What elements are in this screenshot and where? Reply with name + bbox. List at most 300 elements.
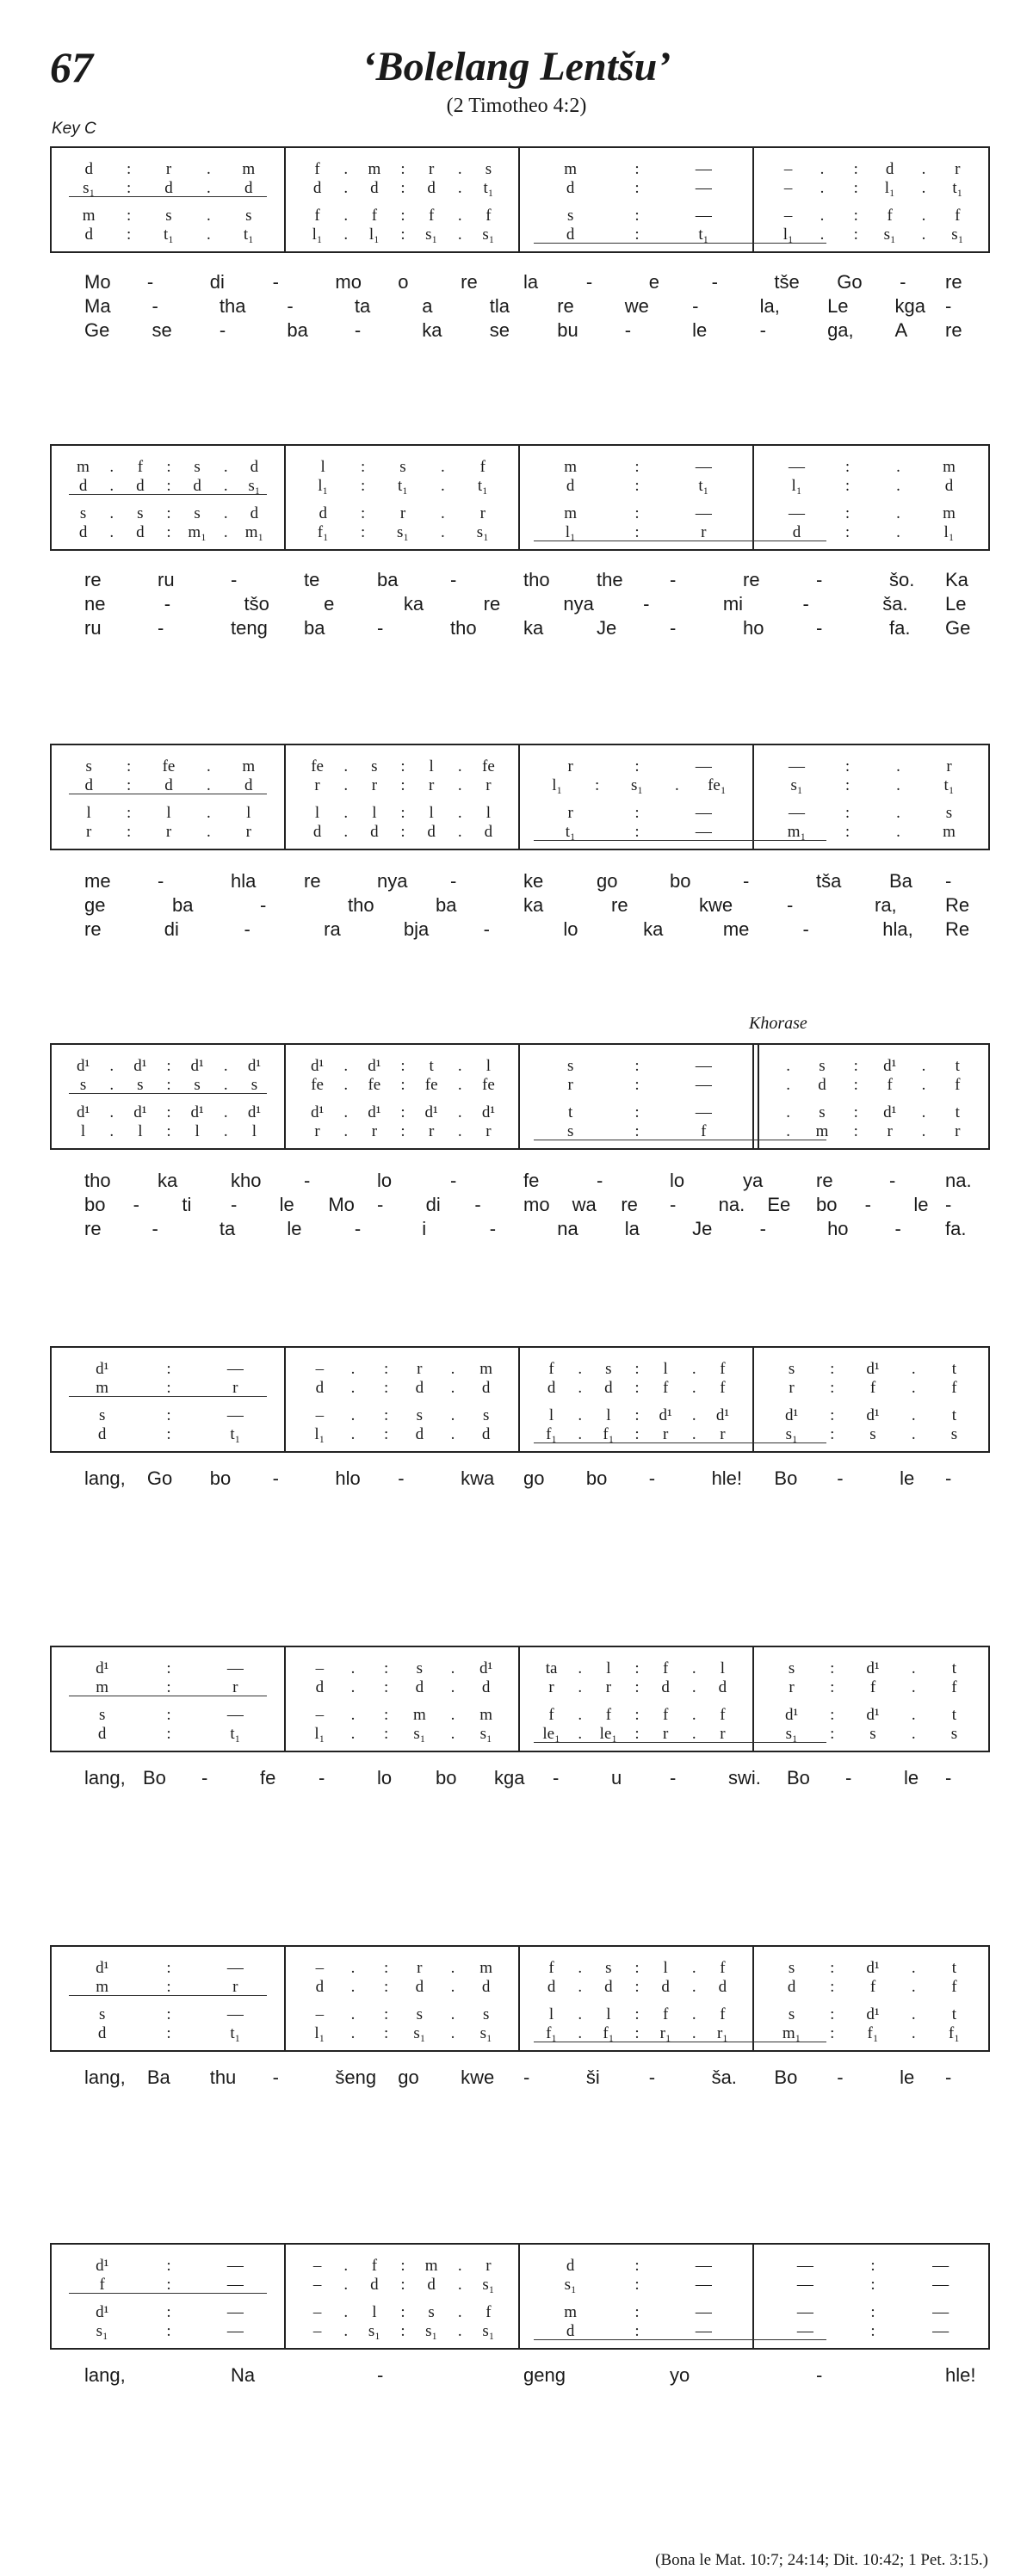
solfa-note: t xyxy=(951,1959,957,1977)
solfa-note: — xyxy=(695,757,712,775)
notation-system xyxy=(50,444,990,551)
solfa-note: r xyxy=(887,1122,893,1140)
solfa-note: : xyxy=(634,1103,640,1121)
solfa-note: . xyxy=(896,776,900,794)
solfa-note: — xyxy=(789,804,805,822)
solfa-note: l₁ xyxy=(782,225,794,244)
solfa-note: d xyxy=(885,160,894,178)
lyric-syllable: - xyxy=(816,569,823,590)
solfa-note: . xyxy=(350,1706,356,1724)
lyric-syllable: Go xyxy=(146,1467,173,1489)
solfa-note: : xyxy=(830,1725,835,1743)
solfa-note: . xyxy=(207,179,211,197)
solfa-note: . xyxy=(921,160,926,178)
voice-part-row xyxy=(52,1959,988,1978)
solfa-note: s xyxy=(485,160,492,178)
voice-part-row xyxy=(52,1057,988,1076)
solfa-note: l xyxy=(429,804,434,822)
solfa-note: . xyxy=(457,160,462,178)
solfa-note: . xyxy=(457,804,462,822)
solfa-note: m₁ xyxy=(782,2024,801,2042)
lyric-syllable: ba xyxy=(287,319,308,341)
solfa-note: d¹ xyxy=(883,1103,897,1121)
lyric-line xyxy=(50,1766,990,1790)
solfa-note: — xyxy=(226,2257,244,2275)
solfa-note: m xyxy=(479,1706,493,1724)
scripture-reference: (2 Timotheo 4:2) xyxy=(446,95,587,117)
solfa-note: — xyxy=(226,1706,244,1724)
solfa-note: d xyxy=(136,477,145,495)
solfa-note: f xyxy=(955,1076,961,1094)
solfa-note: . xyxy=(207,823,211,841)
solfa-note: – xyxy=(783,179,793,197)
solfa-note: m xyxy=(943,504,956,522)
solfa-note: s xyxy=(819,1057,826,1075)
solfa-note: — xyxy=(226,1959,244,1977)
voice-part-row xyxy=(52,2005,988,2024)
voice-part-row xyxy=(52,1706,988,1725)
solfa-note: . xyxy=(578,1360,583,1378)
solfa-note: . xyxy=(691,1678,696,1696)
solfa-note: l xyxy=(195,1122,200,1140)
lyric-syllable: - xyxy=(759,1218,766,1239)
solfa-note: f₁ xyxy=(546,2024,558,2042)
solfa-note: r xyxy=(701,523,707,541)
solfa-note: r xyxy=(428,1122,435,1140)
solfa-note: t₁ xyxy=(952,179,963,197)
solfa-note: : xyxy=(844,804,851,822)
lyric-line xyxy=(50,869,990,893)
voice-part-row xyxy=(52,1103,988,1122)
solfa-note: d¹ xyxy=(76,1103,90,1121)
solfa-note: f xyxy=(720,1360,726,1378)
solfa-note: . xyxy=(896,757,900,775)
solfa-note: : xyxy=(126,207,132,225)
lyric-line xyxy=(50,1193,990,1217)
solfa-note: : xyxy=(400,757,405,775)
lyric-syllable: ba xyxy=(304,617,325,639)
solfa-note: s xyxy=(371,757,378,775)
solfa-note: : xyxy=(830,1425,835,1443)
lyric-syllable: tla xyxy=(489,295,510,317)
solfa-note: . xyxy=(820,207,825,225)
lyric-syllable: re xyxy=(611,894,628,916)
solfa-note: d xyxy=(415,1678,424,1696)
solfa-note: d¹ xyxy=(424,1103,438,1121)
solfa-note: – xyxy=(315,1406,325,1424)
solfa-note: t xyxy=(951,2005,957,2023)
lyric-syllable: - xyxy=(158,870,164,892)
lyric-syllable: - xyxy=(643,593,650,615)
solfa-note: — xyxy=(226,2303,244,2321)
lyric-syllable: - xyxy=(287,295,294,317)
solfa-note: . xyxy=(457,207,462,225)
notation-system xyxy=(50,1043,990,1150)
solfa-note: . xyxy=(207,776,211,794)
solfa-note: . xyxy=(441,504,445,522)
lyric-syllable: Ge xyxy=(945,617,971,639)
solfa-note: s₁ xyxy=(476,523,489,541)
lyric-syllable: nya xyxy=(377,870,408,892)
solfa-note: fe xyxy=(482,757,495,775)
solfa-note: l xyxy=(486,804,492,822)
solfa-note: s xyxy=(566,1057,574,1075)
lyric-syllable: tša xyxy=(816,870,842,892)
lyric-syllable: go xyxy=(597,870,618,892)
lyric-syllable: ka xyxy=(158,1170,178,1191)
solfa-note: m xyxy=(96,1978,109,1996)
solfa-note: f xyxy=(605,1706,612,1724)
solfa-note: s xyxy=(165,207,172,225)
solfa-note: . xyxy=(450,1725,455,1743)
solfa-note: : xyxy=(634,2257,640,2275)
solfa-note: d xyxy=(250,504,259,522)
solfa-note: . xyxy=(350,2005,356,2023)
solfa-note: . xyxy=(343,1076,349,1094)
solfa-note: s xyxy=(950,1425,958,1443)
lyric-syllable: le xyxy=(279,1194,294,1215)
solfa-note: fe₁ xyxy=(708,776,727,794)
solfa-note: d¹ xyxy=(247,1057,262,1075)
solfa-note: f xyxy=(662,1659,669,1677)
solfa-note: l xyxy=(80,1122,86,1140)
solfa-note: — xyxy=(695,804,712,822)
solfa-note: – xyxy=(783,207,793,225)
solfa-note: s xyxy=(788,1360,795,1378)
solfa-note: d xyxy=(604,1978,613,1996)
solfa-note: : xyxy=(126,757,132,775)
solfa-note: : xyxy=(634,225,640,244)
voice-part-row xyxy=(52,2257,988,2276)
solfa-note: d xyxy=(319,504,327,522)
solfa-note: . xyxy=(450,1406,455,1424)
solfa-note: d xyxy=(566,2322,575,2340)
solfa-note: : xyxy=(384,2005,389,2023)
voice-part-row xyxy=(52,477,988,496)
lyric-syllable: re xyxy=(945,319,962,341)
solfa-note: – xyxy=(312,2303,322,2321)
solfa-note: . xyxy=(691,1425,696,1443)
solfa-note: l xyxy=(314,804,320,822)
solfa-note: . xyxy=(457,1122,462,1140)
slur-line xyxy=(69,494,267,495)
solfa-note: l₁ xyxy=(791,477,802,495)
solfa-note: f xyxy=(548,1706,554,1724)
lyric-syllable: Je xyxy=(692,1218,713,1239)
solfa-note: t xyxy=(951,1706,957,1724)
solfa-note: : xyxy=(844,776,851,794)
solfa-note: . xyxy=(457,2322,462,2340)
solfa-note: s xyxy=(605,1360,612,1378)
solfa-note: s xyxy=(416,2005,424,2023)
solfa-note: l xyxy=(372,2303,377,2321)
solfa-note: d¹ xyxy=(479,1659,493,1677)
solfa-note: m xyxy=(564,160,578,178)
solfa-note: . xyxy=(578,1425,583,1443)
lyric-syllable: tho xyxy=(348,894,374,916)
lyric-syllable: ka xyxy=(403,593,424,615)
lyric-syllable: - xyxy=(837,2066,844,2088)
solfa-note: r₁ xyxy=(659,2024,671,2042)
solfa-note: d xyxy=(661,1678,670,1696)
solfa-note: — xyxy=(695,1057,712,1075)
solfa-note: — xyxy=(932,2257,949,2275)
solfa-note: t xyxy=(568,1103,573,1121)
solfa-note: . xyxy=(896,504,900,522)
solfa-note: d¹ xyxy=(96,1360,109,1378)
solfa-note: : xyxy=(126,179,132,197)
lyric-syllable: - xyxy=(837,1467,844,1489)
solfa-note: : xyxy=(634,1959,640,1977)
solfa-note: — xyxy=(695,2303,712,2321)
solfa-note: f₁ xyxy=(603,1425,615,1443)
solfa-note: : xyxy=(634,1678,640,1696)
solfa-note: . xyxy=(343,757,349,775)
solfa-note: . xyxy=(578,1706,583,1724)
solfa-note: : xyxy=(634,160,640,178)
solfa-note: . xyxy=(921,207,926,225)
solfa-note: r xyxy=(567,804,573,822)
lyric-syllable: tho xyxy=(450,617,477,639)
solfa-note: d xyxy=(427,823,436,841)
solfa-note: s xyxy=(137,504,144,522)
lyric-syllable: - xyxy=(816,2364,823,2386)
solfa-note: f xyxy=(720,2005,726,2023)
solfa-note: : xyxy=(870,2276,875,2294)
solfa-note: f xyxy=(662,1379,669,1397)
solfa-note: s xyxy=(194,504,201,522)
lyric-syllable: šo. xyxy=(889,569,915,590)
lyric-syllable: Mo xyxy=(328,1194,355,1215)
solfa-note: f xyxy=(887,1076,893,1094)
solfa-note: s xyxy=(566,207,574,225)
solfa-note: d xyxy=(315,1678,325,1696)
solfa-note: f xyxy=(720,1959,726,1977)
solfa-note: . xyxy=(207,160,211,178)
solfa-note: . xyxy=(343,1103,349,1121)
solfa-note: . xyxy=(343,2303,349,2321)
solfa-note: . xyxy=(457,1103,462,1121)
lyric-syllable: bo xyxy=(670,870,691,892)
solfa-note: . xyxy=(450,2024,455,2042)
lyric-syllable: tšo xyxy=(244,593,269,615)
solfa-note: – xyxy=(312,2276,322,2294)
voice-part-row xyxy=(52,207,988,225)
solfa-note: r xyxy=(567,757,573,775)
solfa-note: d¹ xyxy=(310,1103,325,1121)
slur-line xyxy=(69,1396,267,1397)
solfa-note: . xyxy=(911,2005,916,2023)
solfa-note: s xyxy=(869,1725,876,1743)
lyric-syllable: bo xyxy=(84,1194,106,1215)
lyric-syllable: ša. xyxy=(711,2066,737,2088)
lyric-syllable: - xyxy=(244,918,251,940)
solfa-note: . xyxy=(450,1978,455,1996)
solfa-note: : xyxy=(360,504,366,522)
solfa-note: . xyxy=(450,1360,455,1378)
lyric-syllable: - xyxy=(845,1767,852,1788)
solfa-note: : xyxy=(634,2024,640,2042)
solfa-note: d¹ xyxy=(866,1360,880,1378)
solfa-note: : xyxy=(830,1360,835,1378)
solfa-note: f₁ xyxy=(317,523,329,541)
voice-part-row xyxy=(52,1076,988,1095)
lyric-syllable: - xyxy=(945,1767,952,1788)
slur-line xyxy=(534,840,826,841)
solfa-note: : xyxy=(594,776,600,794)
lyric-syllable: - xyxy=(231,569,238,590)
solfa-note: l xyxy=(166,804,171,822)
solfa-note: d xyxy=(661,1978,670,1996)
lyric-syllable: re xyxy=(84,1218,102,1239)
solfa-note: l xyxy=(251,1122,257,1140)
voice-part-row xyxy=(52,1406,988,1425)
lyric-syllable: swi. xyxy=(728,1767,761,1788)
solfa-note: l₁ xyxy=(565,523,576,541)
solfa-note: . xyxy=(691,2024,696,2042)
key-signature: Key C xyxy=(52,120,96,138)
lyric-syllable: u xyxy=(611,1767,622,1788)
solfa-note: l xyxy=(606,1406,611,1424)
solfa-note: — xyxy=(226,1659,244,1677)
lyric-syllable: - xyxy=(759,319,766,341)
lyric-syllable: Re xyxy=(945,894,970,916)
solfa-note: r xyxy=(86,823,92,841)
lyric-line xyxy=(50,1169,990,1193)
solfa-note: d xyxy=(566,225,575,244)
solfa-note: — xyxy=(789,757,805,775)
solfa-note: . xyxy=(350,1360,356,1378)
solfa-note: d xyxy=(164,179,173,197)
solfa-note: : xyxy=(166,1103,171,1121)
lyric-syllable: mi xyxy=(722,593,744,615)
solfa-note: : xyxy=(166,1122,171,1140)
solfa-note: d xyxy=(250,458,259,476)
lyric-syllable: ya xyxy=(743,1170,764,1191)
solfa-note: . xyxy=(343,1122,349,1140)
solfa-note: : xyxy=(870,2257,875,2275)
notation-system xyxy=(50,146,990,253)
solfa-note: r xyxy=(789,1678,795,1696)
solfa-note: d¹ xyxy=(368,1103,381,1121)
solfa-note: . xyxy=(343,776,349,794)
solfa-note: d xyxy=(312,823,322,841)
lyric-syllable: - xyxy=(152,295,158,317)
solfa-note: . xyxy=(109,523,114,541)
solfa-note: . xyxy=(911,1978,916,1996)
lyric-syllable: la xyxy=(523,271,539,293)
solfa-note: : xyxy=(166,2303,171,2321)
lyric-syllable: te xyxy=(304,569,320,590)
solfa-note: f₁ xyxy=(546,1425,558,1443)
lyric-syllable: - xyxy=(743,870,750,892)
solfa-note: d xyxy=(718,1678,727,1696)
solfa-note: s xyxy=(416,1406,424,1424)
solfa-note: t₁ xyxy=(565,823,576,841)
lyric-line xyxy=(50,318,990,343)
solfa-note: : xyxy=(634,2322,640,2340)
lyric-syllable: go xyxy=(523,1467,545,1489)
solfa-note: . xyxy=(450,1678,455,1696)
solfa-note: : xyxy=(400,1122,405,1140)
solfa-note: m xyxy=(564,504,578,522)
solfa-note: . xyxy=(820,179,825,197)
lyric-line xyxy=(50,294,990,318)
solfa-note: . xyxy=(820,225,825,244)
solfa-note: — xyxy=(796,2276,813,2294)
solfa-note: t₁ xyxy=(698,477,709,495)
solfa-note: . xyxy=(911,1706,916,1724)
solfa-note: : xyxy=(853,225,858,244)
solfa-note: : xyxy=(166,1425,171,1443)
solfa-note: fe xyxy=(311,1076,324,1094)
solfa-note: d¹ xyxy=(190,1103,204,1121)
solfa-note: s xyxy=(98,1706,106,1724)
solfa-note: : xyxy=(634,1122,640,1140)
lyric-line xyxy=(50,893,990,917)
solfa-note: . xyxy=(450,1425,455,1443)
solfa-note: m₁ xyxy=(244,523,264,541)
solfa-note: — xyxy=(789,504,805,522)
lyric-syllable: - xyxy=(272,271,279,293)
solfa-note: d¹ xyxy=(76,1057,90,1075)
solfa-note: – xyxy=(315,1959,325,1977)
notation-system xyxy=(50,1945,990,2052)
solfa-note: . xyxy=(578,1379,583,1397)
solfa-note: : xyxy=(400,1076,405,1094)
hymn-number: 67 xyxy=(50,43,93,91)
solfa-note: : xyxy=(166,1076,171,1094)
solfa-note: s xyxy=(416,1659,424,1677)
solfa-note: l xyxy=(429,757,434,775)
solfa-note: : xyxy=(166,504,171,522)
solfa-note: . xyxy=(350,1725,356,1743)
solfa-note: — xyxy=(695,1103,712,1121)
solfa-note: : xyxy=(634,504,640,522)
solfa-note: : xyxy=(166,1057,171,1075)
solfa-note: . xyxy=(457,2303,462,2321)
solfa-note: s₁ xyxy=(368,2322,380,2340)
solfa-note: . xyxy=(921,225,926,244)
notation-system xyxy=(50,1646,990,1752)
solfa-note: l xyxy=(372,804,377,822)
voice-part-row xyxy=(52,823,988,842)
solfa-note: d xyxy=(566,2257,575,2275)
solfa-note: r xyxy=(165,823,172,841)
solfa-note: r xyxy=(567,1076,573,1094)
lyric-syllable: na xyxy=(557,1218,578,1239)
slur-line xyxy=(69,2293,267,2294)
lyric-syllable: ša. xyxy=(882,593,908,615)
lyric-syllable: se xyxy=(489,319,510,341)
solfa-note: s xyxy=(399,458,406,476)
solfa-note: d xyxy=(244,776,253,794)
solfa-note: d xyxy=(481,1678,491,1696)
slur-line xyxy=(534,243,826,244)
solfa-note: s xyxy=(194,458,201,476)
solfa-note: : xyxy=(634,2276,640,2294)
solfa-note: . xyxy=(896,477,900,495)
solfa-note: fe xyxy=(311,757,324,775)
solfa-note: . xyxy=(457,1076,462,1094)
solfa-note: f xyxy=(371,207,378,225)
solfa-note: . xyxy=(223,504,228,522)
solfa-note: . xyxy=(343,207,349,225)
solfa-note: s₁ xyxy=(248,477,261,495)
solfa-note: : xyxy=(166,1978,171,1996)
solfa-note: . xyxy=(343,1057,349,1075)
solfa-note: d¹ xyxy=(133,1057,147,1075)
